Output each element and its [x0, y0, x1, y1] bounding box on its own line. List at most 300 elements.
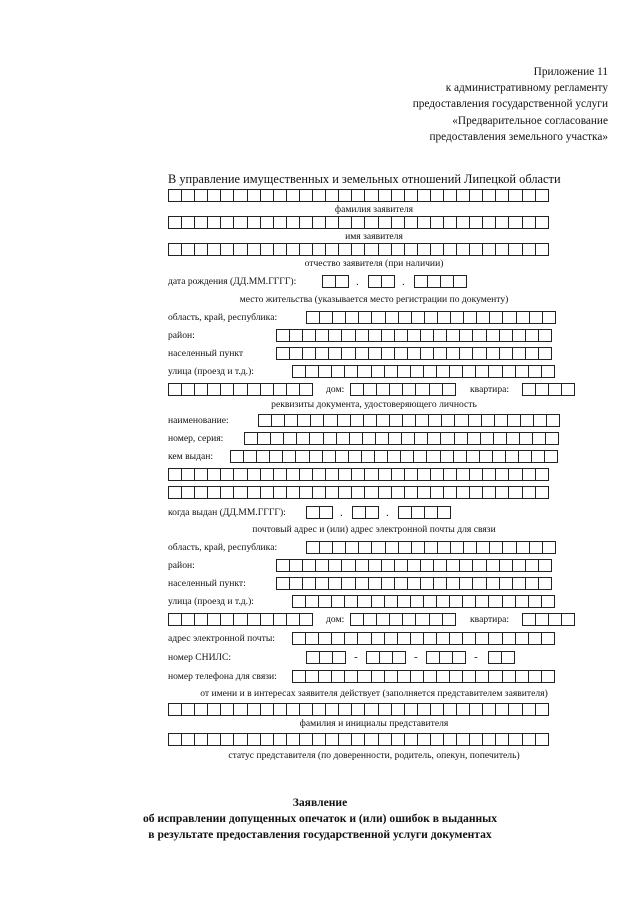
- char-cell[interactable]: [363, 383, 377, 396]
- char-cell[interactable]: [391, 486, 405, 499]
- char-cell[interactable]: [168, 216, 182, 229]
- char-cell[interactable]: [433, 577, 447, 590]
- char-cell[interactable]: [411, 311, 425, 324]
- char-cell[interactable]: [508, 216, 522, 229]
- char-cell[interactable]: [452, 651, 466, 664]
- char-cell[interactable]: [475, 670, 489, 683]
- char-cell[interactable]: [535, 383, 549, 396]
- char-cell[interactable]: [411, 506, 425, 519]
- char-cell[interactable]: [364, 216, 378, 229]
- char-cell[interactable]: [512, 559, 526, 572]
- char-cell[interactable]: [243, 450, 257, 463]
- char-cell[interactable]: [480, 432, 494, 445]
- char-cell[interactable]: [443, 468, 457, 481]
- birthdate-month[interactable]: [368, 275, 395, 288]
- char-cell[interactable]: [400, 450, 414, 463]
- char-cell[interactable]: [486, 577, 500, 590]
- char-cell[interactable]: [508, 189, 522, 202]
- char-cell[interactable]: [384, 632, 398, 645]
- doc-number-field[interactable]: [244, 432, 559, 445]
- char-cell[interactable]: [495, 468, 509, 481]
- surname-field[interactable]: [168, 189, 549, 202]
- char-cell[interactable]: [220, 733, 234, 746]
- char-cell[interactable]: [430, 703, 444, 716]
- char-cell[interactable]: [371, 311, 385, 324]
- postal-street-continued[interactable]: [168, 613, 313, 626]
- char-cell[interactable]: [348, 450, 362, 463]
- char-cell[interactable]: [352, 506, 366, 519]
- residence-house-field[interactable]: [350, 383, 456, 396]
- char-cell[interactable]: [381, 559, 395, 572]
- char-cell[interactable]: [433, 347, 447, 360]
- char-cell[interactable]: [453, 450, 467, 463]
- char-cell[interactable]: [499, 559, 513, 572]
- char-cell[interactable]: [440, 450, 454, 463]
- char-cell[interactable]: [426, 450, 440, 463]
- char-cell[interactable]: [410, 670, 424, 683]
- char-cell[interactable]: [355, 347, 369, 360]
- doc-issue-month[interactable]: [352, 506, 379, 519]
- char-cell[interactable]: [362, 432, 376, 445]
- char-cell[interactable]: [535, 703, 549, 716]
- char-cell[interactable]: [404, 189, 418, 202]
- char-cell[interactable]: [325, 486, 339, 499]
- char-cell[interactable]: [436, 632, 450, 645]
- char-cell[interactable]: [402, 383, 416, 396]
- char-cell[interactable]: [443, 486, 457, 499]
- char-cell[interactable]: [522, 613, 536, 626]
- char-cell[interactable]: [318, 595, 332, 608]
- char-cell[interactable]: [535, 733, 549, 746]
- char-cell[interactable]: [273, 733, 287, 746]
- char-cell[interactable]: [207, 383, 221, 396]
- char-cell[interactable]: [181, 468, 195, 481]
- char-cell[interactable]: [495, 216, 509, 229]
- char-cell[interactable]: [233, 613, 247, 626]
- char-cell[interactable]: [332, 541, 346, 554]
- char-cell[interactable]: [410, 632, 424, 645]
- char-cell[interactable]: [442, 383, 456, 396]
- char-cell[interactable]: [512, 329, 526, 342]
- char-cell[interactable]: [305, 632, 319, 645]
- char-cell[interactable]: [351, 216, 365, 229]
- char-cell[interactable]: [368, 329, 382, 342]
- char-cell[interactable]: [207, 216, 221, 229]
- char-cell[interactable]: [495, 703, 509, 716]
- char-cell[interactable]: [501, 651, 515, 664]
- char-cell[interactable]: [391, 243, 405, 256]
- char-cell[interactable]: [466, 450, 480, 463]
- char-cell[interactable]: [349, 432, 363, 445]
- char-cell[interactable]: [181, 243, 195, 256]
- char-cell[interactable]: [312, 189, 326, 202]
- char-cell[interactable]: [247, 703, 261, 716]
- char-cell[interactable]: [306, 311, 320, 324]
- char-cell[interactable]: [351, 733, 365, 746]
- char-cell[interactable]: [338, 243, 352, 256]
- char-cell[interactable]: [442, 613, 456, 626]
- char-cell[interactable]: [363, 414, 377, 427]
- char-cell[interactable]: [292, 632, 306, 645]
- doc-issue-day[interactable]: [306, 506, 333, 519]
- char-cell[interactable]: [299, 383, 313, 396]
- char-cell[interactable]: [522, 216, 536, 229]
- char-cell[interactable]: [292, 595, 306, 608]
- char-cell[interactable]: [194, 468, 208, 481]
- char-cell[interactable]: [462, 632, 476, 645]
- char-cell[interactable]: [423, 632, 437, 645]
- char-cell[interactable]: [168, 468, 182, 481]
- char-cell[interactable]: [305, 595, 319, 608]
- char-cell[interactable]: [404, 733, 418, 746]
- char-cell[interactable]: [378, 189, 392, 202]
- char-cell[interactable]: [391, 468, 405, 481]
- char-cell[interactable]: [415, 383, 429, 396]
- char-cell[interactable]: [351, 468, 365, 481]
- char-cell[interactable]: [319, 311, 333, 324]
- char-cell[interactable]: [437, 541, 451, 554]
- char-cell[interactable]: [299, 189, 313, 202]
- char-cell[interactable]: [328, 559, 342, 572]
- char-cell[interactable]: [443, 216, 457, 229]
- char-cell[interactable]: [357, 365, 371, 378]
- char-cell[interactable]: [273, 243, 287, 256]
- snils-part-3[interactable]: [426, 651, 466, 664]
- char-cell[interactable]: [351, 486, 365, 499]
- char-cell[interactable]: [286, 189, 300, 202]
- char-cell[interactable]: [325, 703, 339, 716]
- char-cell[interactable]: [368, 559, 382, 572]
- char-cell[interactable]: [506, 432, 520, 445]
- char-cell[interactable]: [541, 365, 555, 378]
- char-cell[interactable]: [286, 486, 300, 499]
- char-cell[interactable]: [525, 347, 539, 360]
- char-cell[interactable]: [420, 577, 434, 590]
- char-cell[interactable]: [181, 703, 195, 716]
- char-cell[interactable]: [462, 595, 476, 608]
- char-cell[interactable]: [194, 733, 208, 746]
- char-cell[interactable]: [299, 486, 313, 499]
- char-cell[interactable]: [414, 275, 428, 288]
- doc-issued-by-continued-1[interactable]: [168, 468, 549, 481]
- char-cell[interactable]: [292, 365, 306, 378]
- char-cell[interactable]: [515, 595, 529, 608]
- char-cell[interactable]: [522, 468, 536, 481]
- char-cell[interactable]: [430, 216, 444, 229]
- char-cell[interactable]: [338, 216, 352, 229]
- snils-part-2[interactable]: [366, 651, 406, 664]
- char-cell[interactable]: [194, 703, 208, 716]
- char-cell[interactable]: [488, 632, 502, 645]
- char-cell[interactable]: [520, 414, 534, 427]
- doc-issue-year[interactable]: [398, 506, 451, 519]
- char-cell[interactable]: [508, 468, 522, 481]
- char-cell[interactable]: [323, 414, 337, 427]
- char-cell[interactable]: [315, 559, 329, 572]
- char-cell[interactable]: [492, 450, 506, 463]
- char-cell[interactable]: [341, 559, 355, 572]
- char-cell[interactable]: [404, 486, 418, 499]
- char-cell[interactable]: [430, 486, 444, 499]
- char-cell[interactable]: [323, 432, 337, 445]
- char-cell[interactable]: [475, 632, 489, 645]
- char-cell[interactable]: [344, 595, 358, 608]
- char-cell[interactable]: [479, 450, 493, 463]
- char-cell[interactable]: [286, 468, 300, 481]
- char-cell[interactable]: [493, 432, 507, 445]
- char-cell[interactable]: [328, 577, 342, 590]
- char-cell[interactable]: [522, 733, 536, 746]
- char-cell[interactable]: [341, 577, 355, 590]
- char-cell[interactable]: [456, 703, 470, 716]
- char-cell[interactable]: [319, 651, 333, 664]
- char-cell[interactable]: [289, 559, 303, 572]
- char-cell[interactable]: [427, 275, 441, 288]
- char-cell[interactable]: [482, 243, 496, 256]
- char-cell[interactable]: [341, 329, 355, 342]
- char-cell[interactable]: [486, 347, 500, 360]
- char-cell[interactable]: [446, 329, 460, 342]
- char-cell[interactable]: [315, 347, 329, 360]
- char-cell[interactable]: [437, 506, 451, 519]
- char-cell[interactable]: [528, 670, 542, 683]
- char-cell[interactable]: [519, 432, 533, 445]
- char-cell[interactable]: [312, 243, 326, 256]
- char-cell[interactable]: [220, 613, 234, 626]
- char-cell[interactable]: [364, 703, 378, 716]
- char-cell[interactable]: [417, 216, 431, 229]
- char-cell[interactable]: [247, 243, 261, 256]
- char-cell[interactable]: [429, 613, 443, 626]
- char-cell[interactable]: [220, 189, 234, 202]
- char-cell[interactable]: [443, 703, 457, 716]
- char-cell[interactable]: [404, 216, 418, 229]
- char-cell[interactable]: [331, 632, 345, 645]
- char-cell[interactable]: [292, 670, 306, 683]
- char-cell[interactable]: [299, 613, 313, 626]
- char-cell[interactable]: [561, 383, 575, 396]
- char-cell[interactable]: [168, 189, 182, 202]
- char-cell[interactable]: [358, 311, 372, 324]
- char-cell[interactable]: [420, 329, 434, 342]
- char-cell[interactable]: [233, 468, 247, 481]
- char-cell[interactable]: [338, 733, 352, 746]
- char-cell[interactable]: [525, 559, 539, 572]
- char-cell[interactable]: [404, 703, 418, 716]
- char-cell[interactable]: [561, 613, 575, 626]
- postal-locality-field[interactable]: [276, 577, 552, 590]
- char-cell[interactable]: [488, 595, 502, 608]
- char-cell[interactable]: [351, 189, 365, 202]
- char-cell[interactable]: [368, 347, 382, 360]
- char-cell[interactable]: [366, 651, 380, 664]
- snils-part-1[interactable]: [306, 651, 346, 664]
- char-cell[interactable]: [286, 613, 300, 626]
- char-cell[interactable]: [207, 243, 221, 256]
- char-cell[interactable]: [168, 733, 182, 746]
- char-cell[interactable]: [371, 632, 385, 645]
- char-cell[interactable]: [325, 733, 339, 746]
- char-cell[interactable]: [332, 651, 346, 664]
- char-cell[interactable]: [312, 468, 326, 481]
- residence-district-field[interactable]: [276, 329, 552, 342]
- char-cell[interactable]: [502, 311, 516, 324]
- char-cell[interactable]: [522, 383, 536, 396]
- char-cell[interactable]: [358, 541, 372, 554]
- char-cell[interactable]: [394, 559, 408, 572]
- char-cell[interactable]: [391, 189, 405, 202]
- char-cell[interactable]: [325, 468, 339, 481]
- char-cell[interactable]: [302, 329, 316, 342]
- char-cell[interactable]: [379, 651, 393, 664]
- char-cell[interactable]: [440, 275, 454, 288]
- email-field[interactable]: [292, 632, 555, 645]
- char-cell[interactable]: [456, 189, 470, 202]
- char-cell[interactable]: [338, 486, 352, 499]
- char-cell[interactable]: [381, 275, 395, 288]
- char-cell[interactable]: [181, 189, 195, 202]
- char-cell[interactable]: [371, 365, 385, 378]
- char-cell[interactable]: [456, 486, 470, 499]
- char-cell[interactable]: [522, 486, 536, 499]
- char-cell[interactable]: [335, 275, 349, 288]
- char-cell[interactable]: [443, 189, 457, 202]
- char-cell[interactable]: [508, 486, 522, 499]
- char-cell[interactable]: [499, 329, 513, 342]
- char-cell[interactable]: [233, 243, 247, 256]
- char-cell[interactable]: [283, 432, 297, 445]
- char-cell[interactable]: [289, 347, 303, 360]
- char-cell[interactable]: [284, 414, 298, 427]
- char-cell[interactable]: [338, 189, 352, 202]
- char-cell[interactable]: [515, 670, 529, 683]
- char-cell[interactable]: [467, 432, 481, 445]
- char-cell[interactable]: [515, 632, 529, 645]
- char-cell[interactable]: [529, 311, 543, 324]
- char-cell[interactable]: [450, 311, 464, 324]
- char-cell[interactable]: [378, 703, 392, 716]
- char-cell[interactable]: [397, 670, 411, 683]
- char-cell[interactable]: [312, 216, 326, 229]
- char-cell[interactable]: [482, 468, 496, 481]
- char-cell[interactable]: [385, 541, 399, 554]
- char-cell[interactable]: [489, 311, 503, 324]
- postal-district-field[interactable]: [276, 559, 552, 572]
- char-cell[interactable]: [525, 329, 539, 342]
- char-cell[interactable]: [430, 189, 444, 202]
- birthdate-day[interactable]: [322, 275, 349, 288]
- char-cell[interactable]: [402, 613, 416, 626]
- char-cell[interactable]: [423, 365, 437, 378]
- char-cell[interactable]: [439, 651, 453, 664]
- phone-field[interactable]: [292, 670, 555, 683]
- char-cell[interactable]: [319, 541, 333, 554]
- residence-street-field[interactable]: [292, 365, 555, 378]
- char-cell[interactable]: [260, 216, 274, 229]
- char-cell[interactable]: [535, 243, 549, 256]
- char-cell[interactable]: [220, 486, 234, 499]
- char-cell[interactable]: [388, 432, 402, 445]
- char-cell[interactable]: [258, 414, 272, 427]
- char-cell[interactable]: [502, 632, 516, 645]
- char-cell[interactable]: [472, 577, 486, 590]
- char-cell[interactable]: [459, 347, 473, 360]
- char-cell[interactable]: [341, 347, 355, 360]
- char-cell[interactable]: [535, 613, 549, 626]
- char-cell[interactable]: [376, 414, 390, 427]
- char-cell[interactable]: [299, 216, 313, 229]
- char-cell[interactable]: [535, 189, 549, 202]
- char-cell[interactable]: [469, 243, 483, 256]
- char-cell[interactable]: [181, 733, 195, 746]
- char-cell[interactable]: [207, 703, 221, 716]
- char-cell[interactable]: [433, 559, 447, 572]
- char-cell[interactable]: [306, 541, 320, 554]
- char-cell[interactable]: [415, 613, 429, 626]
- char-cell[interactable]: [495, 733, 509, 746]
- char-cell[interactable]: [541, 595, 555, 608]
- char-cell[interactable]: [286, 733, 300, 746]
- char-cell[interactable]: [181, 383, 195, 396]
- char-cell[interactable]: [299, 468, 313, 481]
- char-cell[interactable]: [468, 414, 482, 427]
- char-cell[interactable]: [276, 577, 290, 590]
- char-cell[interactable]: [518, 450, 532, 463]
- char-cell[interactable]: [207, 486, 221, 499]
- char-cell[interactable]: [488, 365, 502, 378]
- char-cell[interactable]: [374, 450, 388, 463]
- char-cell[interactable]: [407, 559, 421, 572]
- char-cell[interactable]: [207, 613, 221, 626]
- char-cell[interactable]: [391, 703, 405, 716]
- char-cell[interactable]: [376, 613, 390, 626]
- char-cell[interactable]: [282, 450, 296, 463]
- char-cell[interactable]: [295, 450, 309, 463]
- char-cell[interactable]: [494, 414, 508, 427]
- char-cell[interactable]: [502, 595, 516, 608]
- char-cell[interactable]: [364, 486, 378, 499]
- char-cell[interactable]: [433, 329, 447, 342]
- char-cell[interactable]: [309, 432, 323, 445]
- char-cell[interactable]: [469, 216, 483, 229]
- char-cell[interactable]: [436, 670, 450, 683]
- char-cell[interactable]: [525, 577, 539, 590]
- char-cell[interactable]: [420, 559, 434, 572]
- char-cell[interactable]: [322, 275, 336, 288]
- char-cell[interactable]: [427, 432, 441, 445]
- char-cell[interactable]: [318, 632, 332, 645]
- char-cell[interactable]: [371, 670, 385, 683]
- char-cell[interactable]: [507, 414, 521, 427]
- char-cell[interactable]: [436, 595, 450, 608]
- char-cell[interactable]: [220, 703, 234, 716]
- char-cell[interactable]: [233, 383, 247, 396]
- char-cell[interactable]: [495, 243, 509, 256]
- char-cell[interactable]: [385, 311, 399, 324]
- char-cell[interactable]: [538, 347, 552, 360]
- char-cell[interactable]: [260, 468, 274, 481]
- char-cell[interactable]: [548, 613, 562, 626]
- char-cell[interactable]: [194, 189, 208, 202]
- char-cell[interactable]: [384, 595, 398, 608]
- char-cell[interactable]: [528, 632, 542, 645]
- char-cell[interactable]: [441, 414, 455, 427]
- char-cell[interactable]: [247, 613, 261, 626]
- char-cell[interactable]: [220, 468, 234, 481]
- char-cell[interactable]: [410, 365, 424, 378]
- char-cell[interactable]: [495, 189, 509, 202]
- char-cell[interactable]: [538, 577, 552, 590]
